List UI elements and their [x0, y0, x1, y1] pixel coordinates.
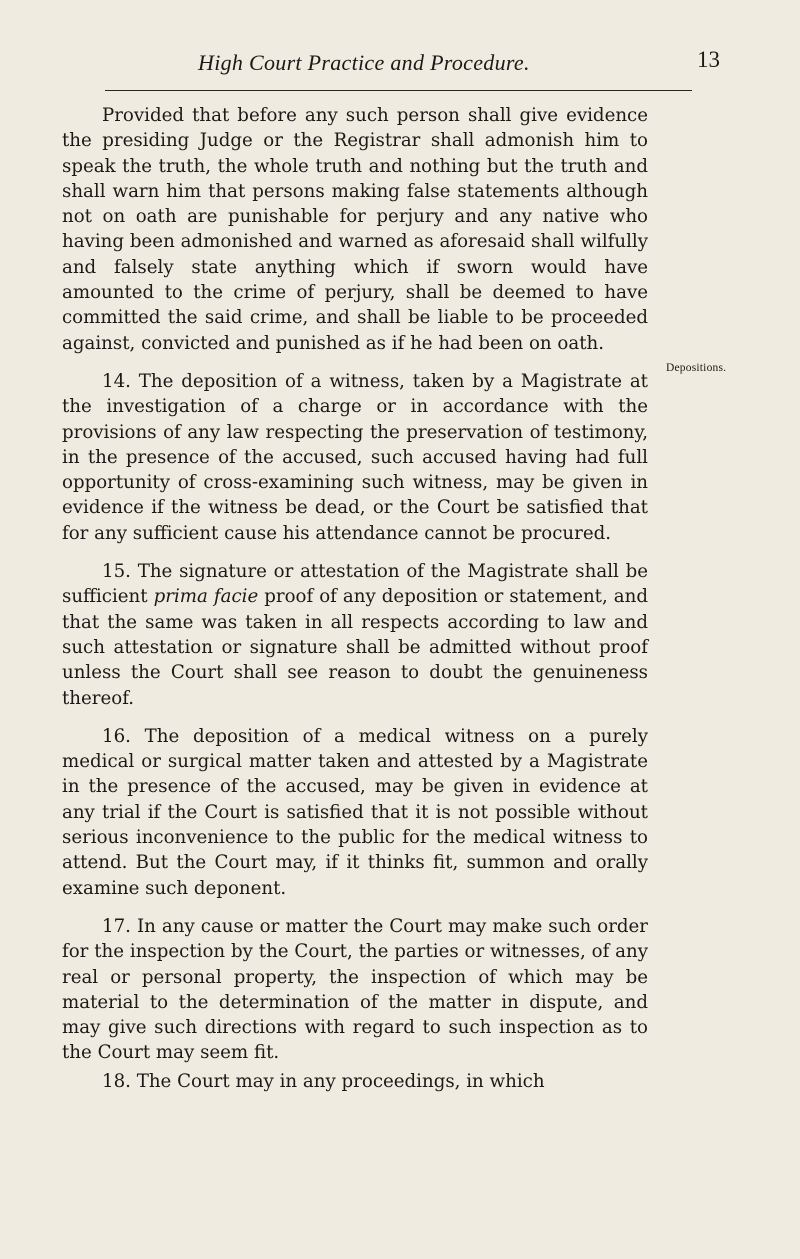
section-15-italic-phrase: prima facie — [153, 586, 259, 608]
body-text — [62, 103, 648, 1094]
page-number: 13 — [697, 47, 720, 72]
section-14-paragraph: 14. The deposition of a witness, taken by a Magistrate at the investigation of a charge or in accordance with the provisions of any law respecting the preservation of testimony, in the presence of the accused, such accused having had full opportunity of cross-examining such witness, may be given in evidence if the witness be dead, or the Court be satisfied that for any sufficient cause his attendance cannot be procured. — [62, 370, 648, 544]
section-18-paragraph: 18. The Court may in any proceedings, in which — [102, 1070, 545, 1092]
section-17-paragraph: 17. In any cause or matter the Court may make such order for the inspection by the Court, the parties or witnesses, of any real or personal property, the inspection of which may be material to the determination of the matter in dispute, and may give such directions with regard to such inspection as to the Court may seem fit. — [62, 915, 648, 1064]
section-15-text-start: 15. The signature or attestation of the Magistrate shall be sufficient — [62, 561, 648, 608]
header-rule — [105, 90, 692, 91]
section-15-text-end: proof of any deposition or statement, and that the same was taken in all respects according to law and such attestation or signature shall be admitted without proof unless the Court shall see reason to doubt the genuineness thereof. — [62, 586, 648, 709]
section-16-paragraph: 16. The deposition of a medical witness on a purely medical or surgical matter taken and attested by a Magistrate in the presence of the accused, may be given in evidence at any trial if the Court is satisfied that it is not possible without serious inconvenience to the public for the medical witness to attend. But the Court may, if it thinks fit, summon and orally examine such deponent. — [62, 725, 648, 899]
section-15-paragraph — [62, 559, 648, 711]
marginal-note-depositions: Depositions. — [666, 362, 727, 374]
running-head: High Court Practice and Procedure. — [198, 50, 530, 75]
proviso-paragraph: Provided that before any such person shall give evidence the presiding Judge or the Registrar shall admonish him to speak the truth, the whole truth and nothing but the truth and shall warn him that persons making false statements although not on oath are punishable for perjury and any native who having been admonished and warned as aforesaid shall wilfully and falsely state anything which if sworn would have amounted to the crime of perjury, shall be deemed to have committed the said crime, and shall be liable to be proceeded against, convicted and punished as if he had been on oath. — [62, 105, 648, 354]
